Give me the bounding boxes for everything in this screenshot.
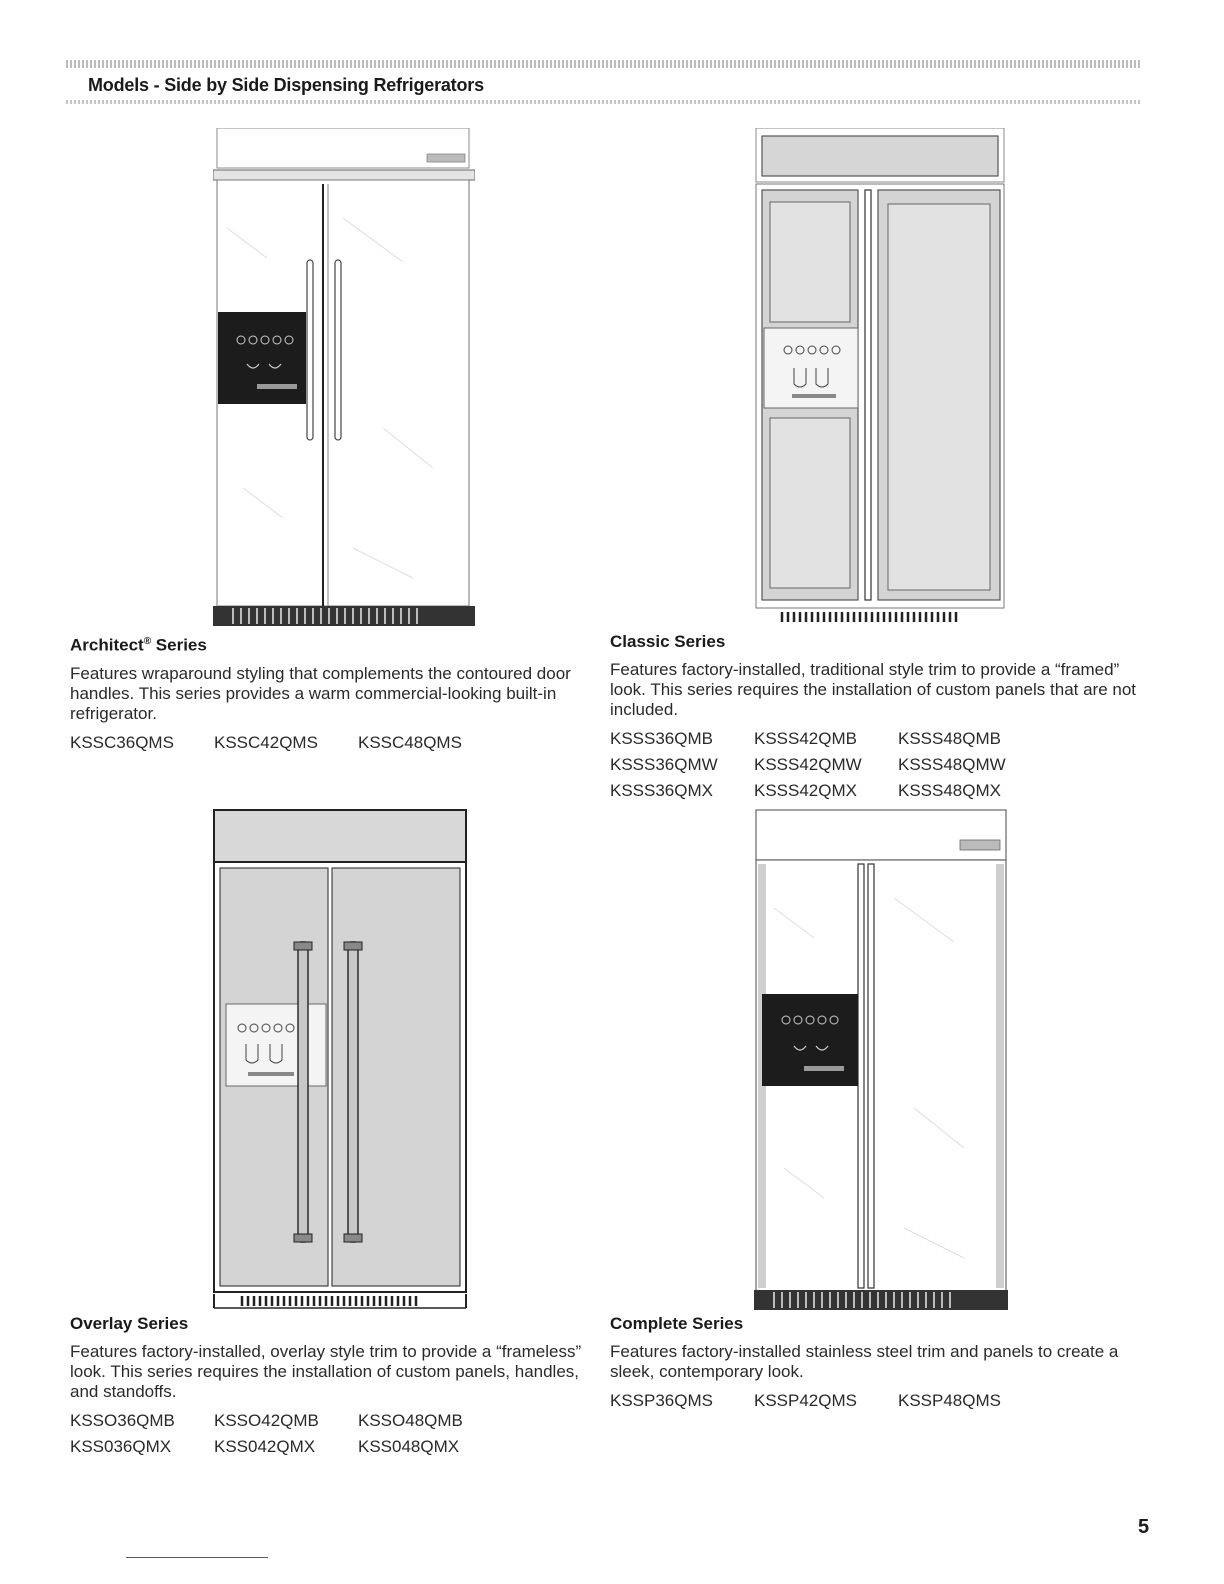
model-number: KSSO48QMB: [358, 1411, 463, 1430]
complete-fridge-illustration: [754, 808, 1008, 1312]
model-number: KSSC48QMS: [358, 732, 462, 752]
model-number: KSSS36QMX: [610, 781, 713, 800]
model-number: KSSP48QMS: [898, 1391, 1001, 1410]
model-number: KSSS42QMW: [754, 755, 862, 774]
series-heading: Classic Series: [610, 632, 726, 651]
architect-fridge-illustration: [213, 128, 475, 634]
model-number: KSSS42QMX: [754, 781, 857, 800]
model-list: [610, 1388, 1150, 1414]
series-description: Features wraparound styling that complements the contoured door handles. This series provides a warm commercial-looking built-in refrigerator.: [70, 663, 571, 723]
page-number: 5: [1138, 1516, 1150, 1538]
model-number: KSSS42QMB: [754, 729, 857, 748]
complete-series: [610, 1314, 1150, 1414]
series-heading: Overlay Series: [70, 1314, 189, 1333]
page-title: Models - Side by Side Dispensing Refrigerators: [88, 75, 484, 95]
classic-fridge-drawing: [752, 128, 1008, 630]
overlay-fridge-illustration: [212, 808, 468, 1312]
model-number: KSSO36QMB: [70, 1411, 175, 1430]
classic-series: [610, 632, 1150, 804]
header-dotted-rule-bottom: [66, 100, 1142, 104]
model-list: [70, 730, 610, 756]
model-number: KSS048QMX: [358, 1437, 460, 1456]
architect-series: [70, 632, 610, 756]
model-number: KSSP36QMS: [610, 1391, 713, 1410]
model-number: KSSS48QMB: [898, 729, 1001, 748]
series-description: Features factory-installed stainless steel trim and panels to create a sleek, contemporary look.: [610, 1342, 1119, 1381]
footer-link-underline[interactable]: [126, 1557, 268, 1558]
model-number: KSS036QMX: [70, 1437, 172, 1456]
model-number: KSSS48QMW: [898, 755, 1006, 774]
series-heading-name: Architect: [70, 635, 144, 655]
header-dotted-rule: [66, 60, 1142, 68]
series-heading-suffix: Series: [151, 635, 207, 655]
series-description: Features factory-installed, overlay style trim to provide a “frameless” look. This series requires the installation of custom panels, handles, and standoffs.: [70, 1342, 582, 1401]
model-number: KSSS48QMX: [898, 781, 1001, 800]
model-number: KSSO42QMB: [214, 1411, 319, 1430]
architect-fridge-drawing: [213, 128, 475, 634]
model-number: KSS042QMX: [214, 1437, 316, 1456]
series-description: Features factory-installed, traditional style trim to provide a “framed” look. This series requires the installation of custom panels that are not included.: [610, 660, 1137, 719]
series-heading: [70, 632, 610, 656]
model-number: KSSC42QMS: [214, 732, 318, 752]
overlay-fridge-drawing: [212, 808, 468, 1312]
registered-mark: ®: [143, 636, 152, 647]
model-list: [610, 726, 1150, 804]
model-list: [70, 1408, 610, 1460]
series-heading: Complete Series: [610, 1314, 744, 1333]
model-number: KSSS36QMB: [610, 729, 713, 748]
model-number: KSSS36QMW: [610, 755, 718, 774]
model-number: KSSC36QMS: [70, 732, 174, 752]
classic-fridge-illustration: [752, 128, 1008, 630]
complete-fridge-drawing: [754, 808, 1008, 1312]
model-number: KSSP42QMS: [754, 1391, 857, 1410]
overlay-series: [70, 1314, 610, 1460]
